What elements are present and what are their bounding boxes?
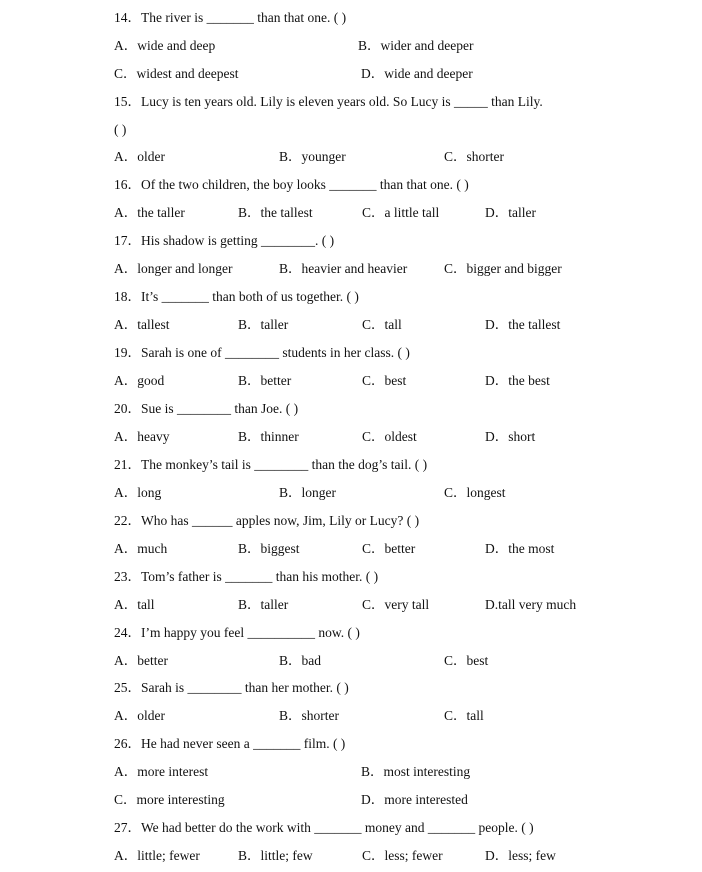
option-c: C．more interesting: [114, 792, 225, 807]
option-b: B．wider and deeper: [358, 38, 474, 53]
option-d: D．short: [485, 429, 536, 444]
option-a: A．tall: [114, 597, 155, 612]
option-a: A．much: [114, 541, 168, 556]
option-c: C．bigger and bigger: [444, 261, 562, 276]
option-a: A．more interest: [114, 764, 209, 779]
option-c: C．best: [444, 653, 489, 668]
option-a: A．good: [114, 373, 165, 388]
question-16-stem: 16．Of the two children, the boy looks _______ than that one. ( ): [114, 177, 469, 192]
question-21-options: [0, 483, 702, 503]
option-d: D．taller: [485, 205, 536, 220]
option-a: A．wide and deep: [114, 38, 216, 53]
option-d: D．wide and deeper: [361, 66, 473, 81]
option-a: A．heavy: [114, 429, 170, 444]
option-a: A．long: [114, 485, 162, 500]
option-c: C．tall: [444, 708, 484, 723]
option-d: D．more interested: [361, 792, 468, 807]
question-14-options-row-2: [0, 64, 702, 84]
question-19-stem: 19．Sarah is one of ________ students in her class. ( ): [114, 345, 410, 360]
question-23-stem: 23．Tom’s father is _______ than his mother. ( ): [114, 569, 379, 584]
option-c: C．shorter: [444, 149, 504, 164]
option-d: D．less; few: [485, 848, 556, 863]
question-26-options-row-1: [0, 762, 702, 782]
question-27-stem: 27．We had better do the work with _______ money and _______ people. ( ): [114, 820, 534, 835]
question-15-stem: 15．Lucy is ten years old. Lily is eleven years old. So Lucy is _____ than Lily.: [114, 94, 543, 109]
option-c: C．better: [362, 541, 416, 556]
question-21-stem: 21．The monkey’s tail is ________ than the dog’s tail. ( ): [114, 457, 428, 472]
option-b: B．better: [238, 373, 292, 388]
option-c: C．a little tall: [362, 205, 440, 220]
question-20-options: [0, 427, 702, 447]
option-c: C．oldest: [362, 429, 417, 444]
option-d: D．the tallest: [485, 317, 561, 332]
question-19-options: [0, 371, 702, 391]
option-a: A．the taller: [114, 205, 185, 220]
option-b: B．younger: [279, 149, 346, 164]
option-a: A．older: [114, 149, 165, 164]
option-b: B．little; few: [238, 848, 313, 863]
question-27-options: [0, 846, 702, 866]
question-15-stem-continued: ( ): [114, 122, 127, 137]
question-22-options: [0, 539, 702, 559]
question-15-options: [0, 147, 702, 167]
option-a: A．older: [114, 708, 165, 723]
question-23-options: [0, 595, 702, 615]
option-a: A．longer and longer: [114, 261, 233, 276]
question-14-options-row-1: [0, 36, 702, 56]
option-b: B．taller: [238, 597, 289, 612]
option-c: C．widest and deepest: [114, 66, 239, 81]
question-20-stem: 20．Sue is ________ than Joe. ( ): [114, 401, 299, 416]
option-d: D．the most: [485, 541, 555, 556]
option-c: C．tall: [362, 317, 402, 332]
option-b: B．taller: [238, 317, 289, 332]
option-b: B．most interesting: [361, 764, 471, 779]
question-17-stem: 17．His shadow is getting ________. ( ): [114, 233, 335, 248]
option-a: A．little; fewer: [114, 848, 200, 863]
option-a: A．better: [114, 653, 168, 668]
option-b: B．the tallest: [238, 205, 313, 220]
option-b: B．shorter: [279, 708, 339, 723]
option-b: B．longer: [279, 485, 336, 500]
question-26-stem: 26．He had never seen a _______ film. ( ): [114, 736, 346, 751]
question-25-options: [0, 706, 702, 726]
option-c: C．very tall: [362, 597, 430, 612]
question-18-stem: 18．It’s _______ than both of us together. ( ): [114, 289, 359, 304]
option-d: D．the best: [485, 373, 550, 388]
question-18-options: [0, 315, 702, 335]
option-d: D.tall very much: [485, 597, 577, 612]
question-22-stem: 22．Who has ______ apples now, Jim, Lily or Lucy? ( ): [114, 513, 420, 528]
question-26-options-row-2: [0, 790, 702, 810]
option-b: B．thinner: [238, 429, 299, 444]
option-c: C．best: [362, 373, 407, 388]
question-16-options: [0, 203, 702, 223]
question-17-options: [0, 259, 702, 279]
option-b: B．biggest: [238, 541, 300, 556]
option-a: A．tallest: [114, 317, 170, 332]
question-24-stem: 24．I’m happy you feel __________ now. ( ): [114, 625, 360, 640]
option-b: B．heavier and heavier: [279, 261, 408, 276]
question-25-stem: 25．Sarah is ________ than her mother. ( ): [114, 680, 349, 695]
option-b: B．bad: [279, 653, 321, 668]
question-24-options: [0, 651, 702, 671]
option-c: C．less; fewer: [362, 848, 443, 863]
question-14-stem: 14．The river is _______ than that one. ( ): [114, 10, 347, 25]
option-c: C．longest: [444, 485, 506, 500]
